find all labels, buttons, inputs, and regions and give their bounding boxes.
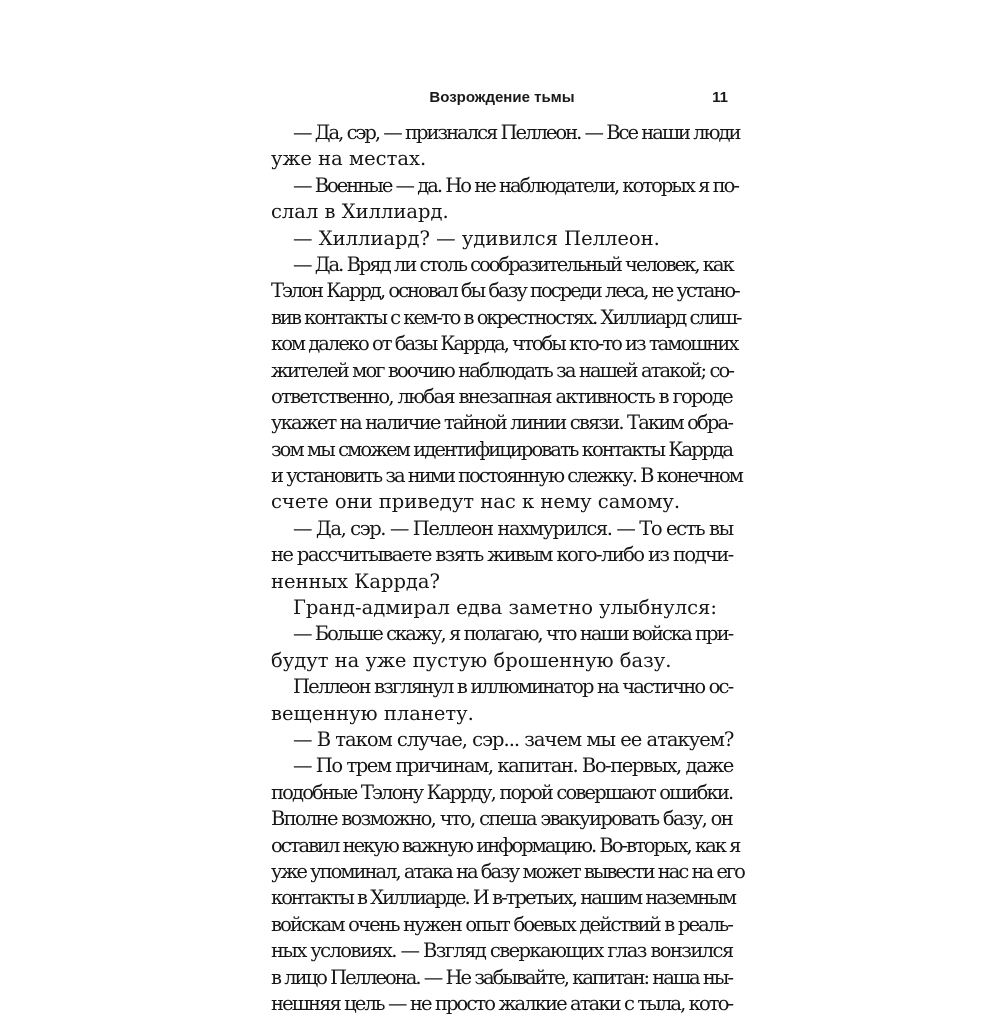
text-line: счете они приведут нас к нему самому. (271, 490, 681, 514)
page-number: 11 (712, 89, 728, 106)
text-line: ответственно, любая внезапная активность в городе (271, 384, 732, 408)
text-line: и установить за ними постоянную слежку. В конечном (271, 464, 742, 488)
text-line: — Больше скажу, я полагаю, что наши войска при- (293, 622, 733, 646)
text-line: Гранд-адмирал едва заметно улыбнулся: (293, 596, 717, 620)
text-line: — В таком случае, сэр... зачем мы ее атакуем? (293, 727, 734, 751)
text-line: слал в Хиллиард. (271, 200, 449, 224)
text-line: жителей мог воочию наблюдать за нашей атакой; со- (271, 358, 734, 382)
text-line: — Хиллиард? — удивился Пеллеон. (293, 226, 660, 250)
text-line: — Да. Вряд ли столь сообразительный человек, как (293, 252, 733, 276)
text-line: зом мы сможем идентифицировать контакты Каррда (271, 437, 732, 461)
text-line: уже на местах. (271, 147, 427, 171)
text-line: — Военные — да. Но не наблюдатели, которых я по- (293, 173, 738, 197)
text-line: укажет на наличие тайной линии связи. Таким обра- (271, 411, 733, 435)
text-line: нешняя цель — не просто жалкие атаки с тыла, кото- (271, 991, 733, 1015)
text-line: оставил некую важную информацию. Во-вторых, как я (271, 833, 740, 857)
text-line: будут на уже пустую брошенную базу. (271, 648, 672, 672)
text-line: Вполне возможно, что, спеша эвакуировать базу, он (271, 807, 732, 831)
text-line: ком далеко от базы Каррда, чтобы кто-то из тамошних (271, 332, 738, 356)
text-line: — По трем причинам, капитан. Во-первых, даже (293, 754, 733, 778)
text-line: вив контакты с кем-то в окрестностях. Хиллиард слиш- (271, 305, 741, 329)
text-line: в лицо Пеллеона. — Не забывайте, капитан: наша ны- (271, 965, 732, 989)
body-text (271, 120, 744, 1017)
text-line: ненных Каррда? (271, 569, 441, 593)
text-line: не рассчитываете взять живым кого-либо из подчи- (271, 543, 733, 567)
running-title: Возрождение тьмы (429, 89, 575, 106)
text-line: ных условиях. — Взгляд сверкающих глаз вонзился (271, 939, 733, 963)
text-line: войскам очень нужен опыт боевых действий в реаль- (271, 912, 732, 936)
running-head (272, 88, 732, 112)
text-line: уже упоминал, атака на базу может вывести нас на его (271, 859, 744, 883)
text-line: — Да, сэр. — Пеллеон нахмурился. — То есть вы (293, 516, 733, 540)
text-line: подобные Тэлону Каррду, порой совершают ошибки. (271, 780, 733, 804)
text-line: Пеллеон взглянул в иллюминатор на частично ос- (293, 675, 733, 699)
text-line: вещенную планету. (271, 701, 474, 725)
text-line: контакты в Хиллиарде. И в-третьих, нашим наземным (271, 886, 736, 910)
text-line: Тэлон Каррд, основал бы базу посреди леса, не устано- (271, 279, 739, 303)
text-line: — Да, сэр, — признался Пеллеон. — Все наши люди (293, 121, 740, 144)
